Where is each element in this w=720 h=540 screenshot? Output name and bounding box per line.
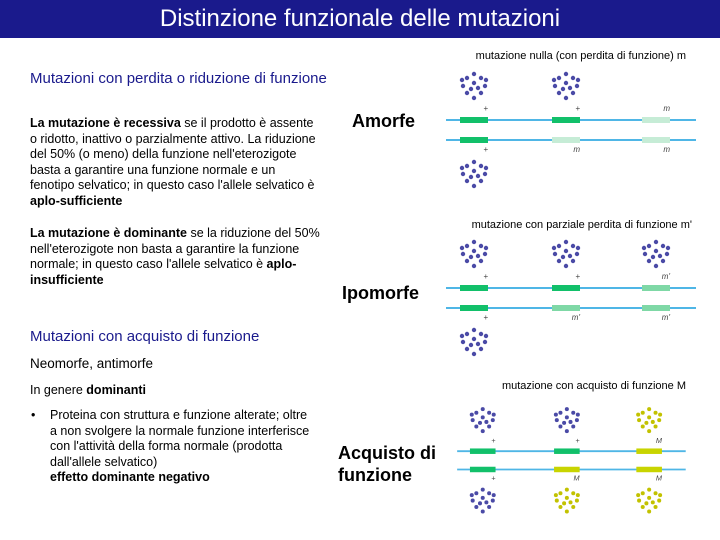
protein-dot	[647, 488, 651, 492]
allele-label: M	[655, 473, 662, 483]
protein-dot	[569, 500, 573, 504]
allele-label: +	[483, 272, 488, 281]
protein-cluster	[636, 407, 662, 433]
hypomorph-label: Ipomorfe	[342, 283, 420, 303]
gain-subheading: Neomorfe, antimorfe	[30, 356, 154, 371]
protein-dot	[553, 84, 557, 88]
protein-dot	[481, 488, 485, 492]
allele-block	[642, 285, 670, 291]
protein-cluster	[552, 72, 580, 100]
protein-dot	[555, 499, 559, 503]
protein-dot	[476, 342, 480, 346]
allele-label: +	[491, 435, 496, 445]
gain-dominant-bold: dominanti	[86, 383, 147, 397]
protein-dot	[569, 420, 573, 424]
protein-dot	[465, 347, 469, 351]
protein-dot	[554, 413, 558, 417]
protein-dot	[478, 501, 482, 505]
bullet-paragraph	[50, 408, 312, 486]
protein-dot	[558, 491, 562, 495]
dominant-negative-term: effetto dominante negativo	[50, 470, 210, 484]
protein-dot	[484, 78, 488, 82]
allele-label: m	[663, 145, 670, 154]
protein-dot	[470, 493, 474, 497]
protein-dot	[552, 78, 556, 82]
recessive-text: se il prodotto è assente o ridotto, inattivo o parzialmente attivo. La riduzione del 50% (o meno) della funzione nell'eterozigote basta a garantire una funzione normale e un fenotipo selvatico; in questo caso l'allele selvatico è	[30, 116, 316, 192]
protein-dot	[461, 84, 465, 88]
protein-dot	[472, 169, 476, 173]
protein-dot	[571, 259, 575, 263]
allele-label: +	[491, 473, 496, 483]
protein-dot	[661, 259, 665, 263]
protein-dot	[571, 91, 575, 95]
protein-dot	[472, 337, 476, 341]
protein-dot	[465, 259, 469, 263]
protein-dot	[465, 244, 469, 248]
protein-dot	[557, 91, 561, 95]
protein-dot	[487, 491, 491, 495]
protein-dot	[564, 96, 568, 100]
protein-dot	[637, 499, 641, 503]
protein-dot	[565, 407, 569, 411]
protein-dot	[469, 175, 473, 179]
allele-block	[460, 285, 488, 291]
allele-label: +	[575, 435, 580, 445]
protein-dot	[658, 254, 662, 258]
protein-cluster	[470, 488, 496, 514]
protein-dot	[564, 81, 568, 85]
allele-label: +	[483, 313, 488, 322]
protein-dot	[474, 425, 478, 429]
partial-loss-caption: mutazione con parziale perdita di funzione m'	[471, 219, 692, 231]
protein-dot	[571, 411, 575, 415]
protein-cluster	[642, 240, 670, 268]
protein-dot	[558, 505, 562, 509]
protein-dot	[481, 510, 485, 514]
protein-dot	[460, 334, 464, 338]
protein-dot	[479, 332, 483, 336]
gain-caption: mutazione con acquisto di funzione M	[501, 380, 686, 392]
allele-block	[460, 305, 488, 311]
allele-label: +	[575, 104, 580, 113]
protein-dot	[461, 172, 465, 176]
bullet-marker: •	[31, 408, 36, 422]
protein-dot	[564, 249, 568, 253]
allele-label: M	[655, 435, 662, 445]
protein-dot	[472, 249, 476, 253]
protein-dot	[647, 244, 651, 248]
protein-dot	[472, 328, 476, 332]
gain-dominant-line	[30, 383, 146, 399]
protein-cluster	[552, 240, 580, 268]
protein-dot	[478, 421, 482, 425]
protein-dot	[484, 166, 488, 170]
protein-dot	[564, 264, 568, 268]
protein-dot	[571, 491, 575, 495]
allele-block	[642, 305, 670, 311]
protein-dot	[642, 246, 646, 250]
protein-dot	[661, 244, 665, 248]
protein-dot	[483, 252, 487, 256]
protein-dot	[461, 252, 465, 256]
protein-dot	[465, 164, 469, 168]
protein-dot	[651, 420, 655, 424]
protein-dot	[654, 491, 658, 495]
allele-label: m'	[661, 272, 670, 281]
allele-block	[554, 448, 580, 453]
protein-cluster	[636, 488, 662, 514]
allele-block	[552, 137, 580, 143]
allele-block	[554, 467, 580, 472]
protein-dot	[465, 76, 469, 80]
allele-block	[552, 285, 580, 291]
protein-dot	[472, 72, 476, 76]
protein-dot	[561, 255, 565, 259]
protein-dot	[492, 413, 496, 417]
protein-dot	[641, 411, 645, 415]
protein-dot	[479, 91, 483, 95]
dominant-paragraph	[30, 226, 325, 288]
protein-dot	[576, 493, 580, 497]
protein-dot	[491, 499, 495, 503]
allele-block	[636, 467, 662, 472]
protein-dot	[472, 184, 476, 188]
protein-dot	[483, 172, 487, 176]
recessive-bold: La mutazione è recessiva	[30, 116, 181, 130]
protein-cluster	[470, 407, 496, 433]
protein-dot	[558, 425, 562, 429]
protein-dot	[484, 246, 488, 250]
protein-dot	[636, 493, 640, 497]
protein-dot	[476, 174, 480, 178]
protein-dot	[568, 86, 572, 90]
protein-dot	[565, 510, 569, 514]
protein-dot	[576, 413, 580, 417]
protein-dot	[476, 86, 480, 90]
protein-dot	[481, 407, 485, 411]
protein-dot	[658, 413, 662, 417]
protein-cluster	[460, 72, 488, 100]
protein-dot	[654, 425, 658, 429]
protein-dot	[479, 244, 483, 248]
protein-dot	[647, 429, 651, 433]
gain-of-function-label: Acquisto di funzione	[338, 443, 436, 485]
protein-dot	[479, 164, 483, 168]
protein-dot	[483, 340, 487, 344]
allele-block	[642, 137, 670, 143]
protein-dot	[557, 76, 561, 80]
protein-dot	[571, 76, 575, 80]
protein-dot	[576, 246, 580, 250]
loss-heading: Mutazioni con perdita o riduzione di funzione	[30, 70, 327, 87]
protein-dot	[564, 72, 568, 76]
protein-dot	[491, 418, 495, 422]
protein-dot	[552, 246, 556, 250]
dominant-bold: La mutazione è dominante	[30, 226, 187, 240]
protein-dot	[555, 418, 559, 422]
protein-dot	[657, 499, 661, 503]
bullet-text: Proteina con struttura e funzione alterate; oltre a non svolgere la normale funzione interferisce con l'attività della forma normale (prodotta dall'allele selvatico)	[50, 408, 310, 469]
protein-dot	[643, 252, 647, 256]
protein-dot	[647, 510, 651, 514]
protein-dot	[479, 76, 483, 80]
allele-label: M	[573, 473, 580, 483]
protein-cluster	[460, 328, 488, 356]
allele-block	[460, 117, 488, 123]
dominant-text: se la riduzione del 50% nell'eterozigote non basta a garantire la funzione normale; in questo caso l'allele selvatico è	[30, 226, 320, 271]
protein-dot	[557, 259, 561, 263]
protein-dot	[575, 418, 579, 422]
allele-label: m	[663, 104, 670, 113]
protein-dot	[470, 413, 474, 417]
protein-dot	[654, 411, 658, 415]
protein-dot	[479, 347, 483, 351]
protein-dot	[565, 488, 569, 492]
protein-dot	[575, 499, 579, 503]
gain-heading: Mutazioni con acquisto di funzione	[30, 328, 260, 345]
protein-dot	[474, 505, 478, 509]
protein-dot	[654, 240, 658, 244]
allele-block	[636, 448, 662, 453]
protein-dot	[562, 501, 566, 505]
protein-dot	[557, 244, 561, 248]
protein-cluster	[460, 160, 488, 188]
protein-dot	[565, 496, 569, 500]
protein-dot	[651, 500, 655, 504]
protein-dot	[576, 78, 580, 82]
protein-dot	[665, 252, 669, 256]
hypomorph-diagram	[446, 232, 706, 360]
allele-label: m'	[661, 313, 670, 322]
protein-cluster	[554, 488, 580, 514]
protein-dot	[476, 254, 480, 258]
protein-dot	[481, 496, 485, 500]
protein-dot	[564, 240, 568, 244]
protein-dot	[471, 499, 475, 503]
slide-title: Distinzione funzionale delle mutazioni	[0, 0, 720, 38]
allele-block	[470, 448, 496, 453]
protein-dot	[484, 334, 488, 338]
protein-dot	[647, 407, 651, 411]
allele-label: +	[575, 272, 580, 281]
protein-dot	[472, 240, 476, 244]
protein-dot	[644, 501, 648, 505]
protein-dot	[484, 420, 488, 424]
protein-dot	[641, 505, 645, 509]
protein-cluster	[554, 407, 580, 433]
protein-dot	[460, 246, 464, 250]
protein-dot	[641, 425, 645, 429]
protein-dot	[465, 91, 469, 95]
protein-dot	[562, 421, 566, 425]
gain-diagram	[446, 400, 706, 528]
protein-dot	[647, 259, 651, 263]
protein-dot	[641, 491, 645, 495]
protein-dot	[487, 505, 491, 509]
protein-dot	[487, 411, 491, 415]
protein-dot	[637, 418, 641, 422]
protein-dot	[460, 78, 464, 82]
protein-dot	[636, 413, 640, 417]
allele-label: +	[483, 104, 488, 113]
allele-label: +	[483, 145, 488, 154]
allele-block	[552, 117, 580, 123]
protein-dot	[571, 425, 575, 429]
protein-dot	[481, 415, 485, 419]
haplo-sufficient-term: aplo-sufficiente	[30, 193, 123, 208]
gain-dominant-prefix: In genere	[30, 383, 87, 397]
protein-dot	[479, 179, 483, 183]
protein-dot	[568, 254, 572, 258]
protein-dot	[666, 246, 670, 250]
protein-dot	[654, 249, 658, 253]
allele-block	[552, 305, 580, 311]
protein-dot	[647, 496, 651, 500]
protein-dot	[575, 84, 579, 88]
protein-dot	[472, 160, 476, 164]
protein-dot	[553, 252, 557, 256]
protein-dot	[474, 491, 478, 495]
protein-dot	[472, 96, 476, 100]
recessive-paragraph	[30, 116, 322, 209]
allele-block	[460, 137, 488, 143]
protein-dot	[654, 505, 658, 509]
protein-dot	[554, 493, 558, 497]
protein-dot	[565, 415, 569, 419]
protein-dot	[471, 418, 475, 422]
haplo-insufficient-term: aplo-insufficiente	[30, 257, 297, 287]
protein-dot	[474, 411, 478, 415]
protein-dot	[647, 415, 651, 419]
protein-dot	[571, 505, 575, 509]
protein-dot	[472, 81, 476, 85]
protein-dot	[644, 421, 648, 425]
protein-dot	[461, 340, 465, 344]
protein-dot	[565, 429, 569, 433]
protein-dot	[484, 500, 488, 504]
protein-dot	[651, 255, 655, 259]
protein-dot	[558, 411, 562, 415]
protein-dot	[657, 418, 661, 422]
protein-dot	[460, 166, 464, 170]
allele-label: m	[573, 145, 580, 154]
protein-dot	[658, 493, 662, 497]
protein-dot	[469, 343, 473, 347]
protein-dot	[465, 332, 469, 336]
null-mutation-caption: mutazione nulla (con perdita di funzione) m	[475, 50, 686, 62]
protein-dot	[483, 84, 487, 88]
protein-dot	[487, 425, 491, 429]
protein-dot	[571, 244, 575, 248]
protein-dot	[492, 493, 496, 497]
allele-block	[470, 467, 496, 472]
protein-dot	[481, 429, 485, 433]
allele-label: m'	[571, 313, 580, 322]
protein-dot	[479, 259, 483, 263]
protein-dot	[472, 264, 476, 268]
protein-dot	[469, 255, 473, 259]
protein-cluster	[460, 240, 488, 268]
protein-dot	[469, 87, 473, 91]
amorph-label: Amorfe	[352, 111, 416, 131]
allele-block	[642, 117, 670, 123]
protein-dot	[575, 252, 579, 256]
protein-dot	[465, 179, 469, 183]
protein-dot	[654, 264, 658, 268]
protein-dot	[561, 87, 565, 91]
protein-dot	[472, 352, 476, 356]
amorph-diagram	[446, 64, 706, 192]
